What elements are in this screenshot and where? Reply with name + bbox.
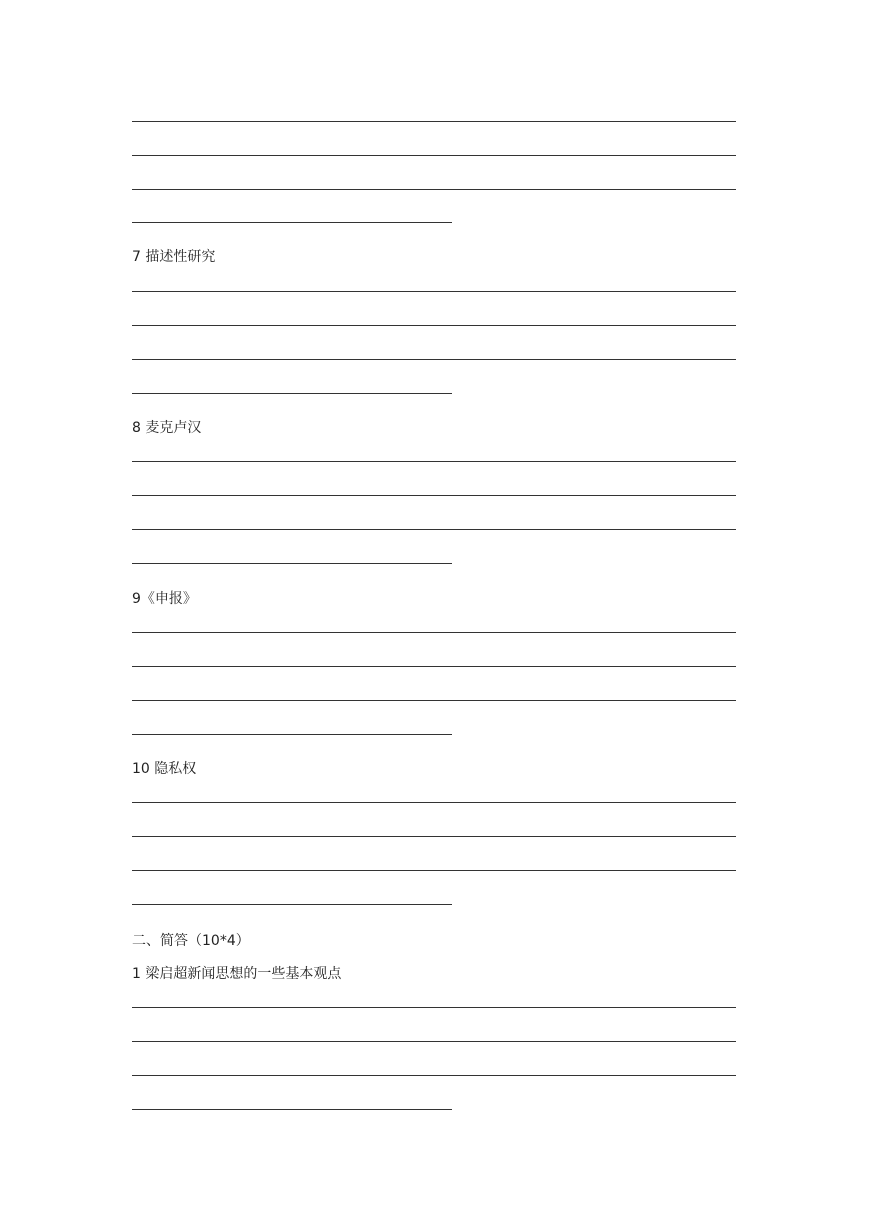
- answer-line: [132, 1041, 736, 1042]
- answer-line-short: [132, 393, 452, 394]
- answer-line: [132, 325, 736, 326]
- answer-line: [132, 359, 736, 360]
- answer-line-short: [132, 222, 452, 223]
- answer-line: [132, 1007, 736, 1008]
- answer-line: [132, 495, 736, 496]
- question-item-9: 9《申报》: [132, 591, 197, 607]
- answer-line: [132, 529, 736, 530]
- question-item-7: 7 描述性研究: [132, 249, 216, 265]
- answer-line: [132, 836, 736, 837]
- answer-line: [132, 632, 736, 633]
- answer-line: [132, 461, 736, 462]
- answer-line-short: [132, 1109, 452, 1110]
- answer-line: [132, 1075, 736, 1076]
- section-title: 二、简答（10*4）: [132, 933, 250, 949]
- answer-line: [132, 291, 736, 292]
- answer-line: [132, 189, 736, 190]
- answer-line: [132, 870, 736, 871]
- answer-line: [132, 155, 736, 156]
- answer-line-short: [132, 904, 452, 905]
- answer-line: [132, 121, 736, 122]
- answer-line: [132, 802, 736, 803]
- answer-line-short: [132, 563, 452, 564]
- answer-line-short: [132, 734, 452, 735]
- answer-line: [132, 666, 736, 667]
- answer-line: [132, 700, 736, 701]
- question-item-10: 10 隐私权: [132, 761, 197, 777]
- question-item-8: 8 麦克卢汉: [132, 420, 202, 436]
- short-answer-question-1: 1 梁启超新闻思想的一些基本观点: [132, 966, 342, 982]
